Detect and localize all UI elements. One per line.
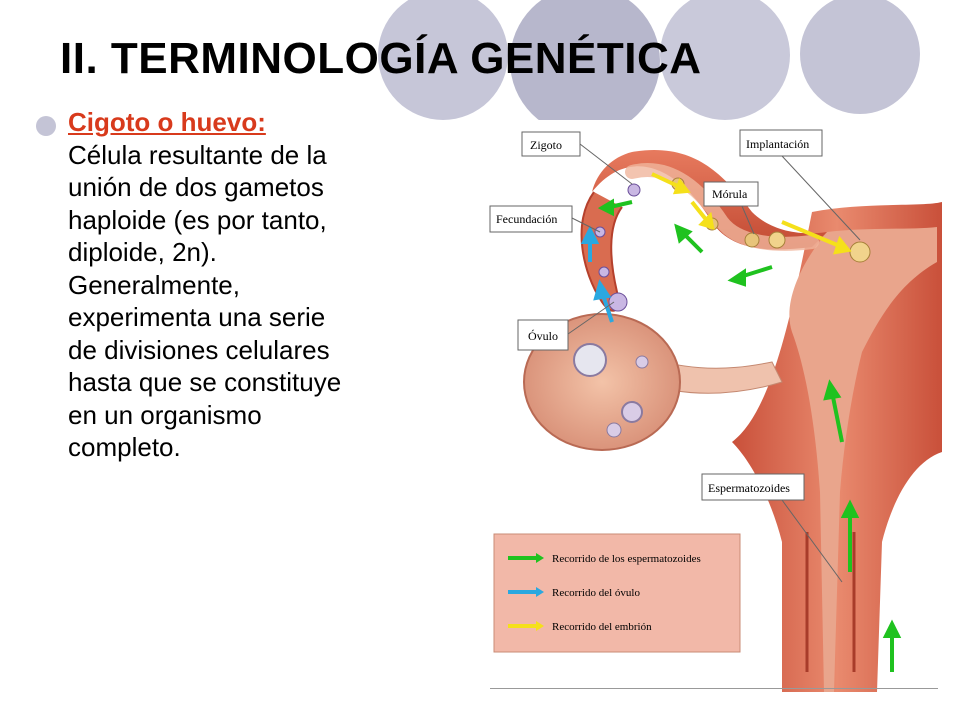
definition-text [68,106,460,464]
decor-circle [800,0,920,114]
definition-line: en un organismo [68,399,262,430]
legend [494,534,740,652]
reproductive-diagram [482,112,942,692]
term-label: Cigoto o huevo: [68,107,266,137]
slide-title: II. TERMINOLOGÍA GENÉTICA [60,34,702,83]
definition-line: completo. [68,432,181,462]
legend-ovum-label: Recorrido del óvulo [552,587,640,599]
definition-line: unión de dos gametos [68,172,324,202]
bullet-icon [36,116,56,136]
definition-line: experimenta una serie [68,302,326,332]
definition-line: diploide, 2n). [68,237,217,267]
definition-line: de divisiones celulares [68,334,330,365]
implantation-site [850,242,870,262]
legend-embryo-label: Recorrido del embrión [552,621,652,633]
legend-sperm-label: Recorrido de los espermatozoides [552,553,701,565]
label-morula: Mórula [712,187,748,201]
definition-line: Célula resultante de la [68,139,327,170]
label-zigoto: Zigoto [530,138,562,152]
definition-line: Generalmente, [68,269,240,300]
label-fecundacion: Fecundación [496,212,558,226]
bottom-rule [490,688,938,689]
label-ovulo: Óvulo [528,329,558,343]
label-implantacion: Implantación [746,137,810,151]
definition-line: hasta que se constituye [68,367,342,397]
definition-line: haploide (es por tanto, [68,204,327,235]
label-espermatozoides: Espermatozoides [708,481,790,495]
